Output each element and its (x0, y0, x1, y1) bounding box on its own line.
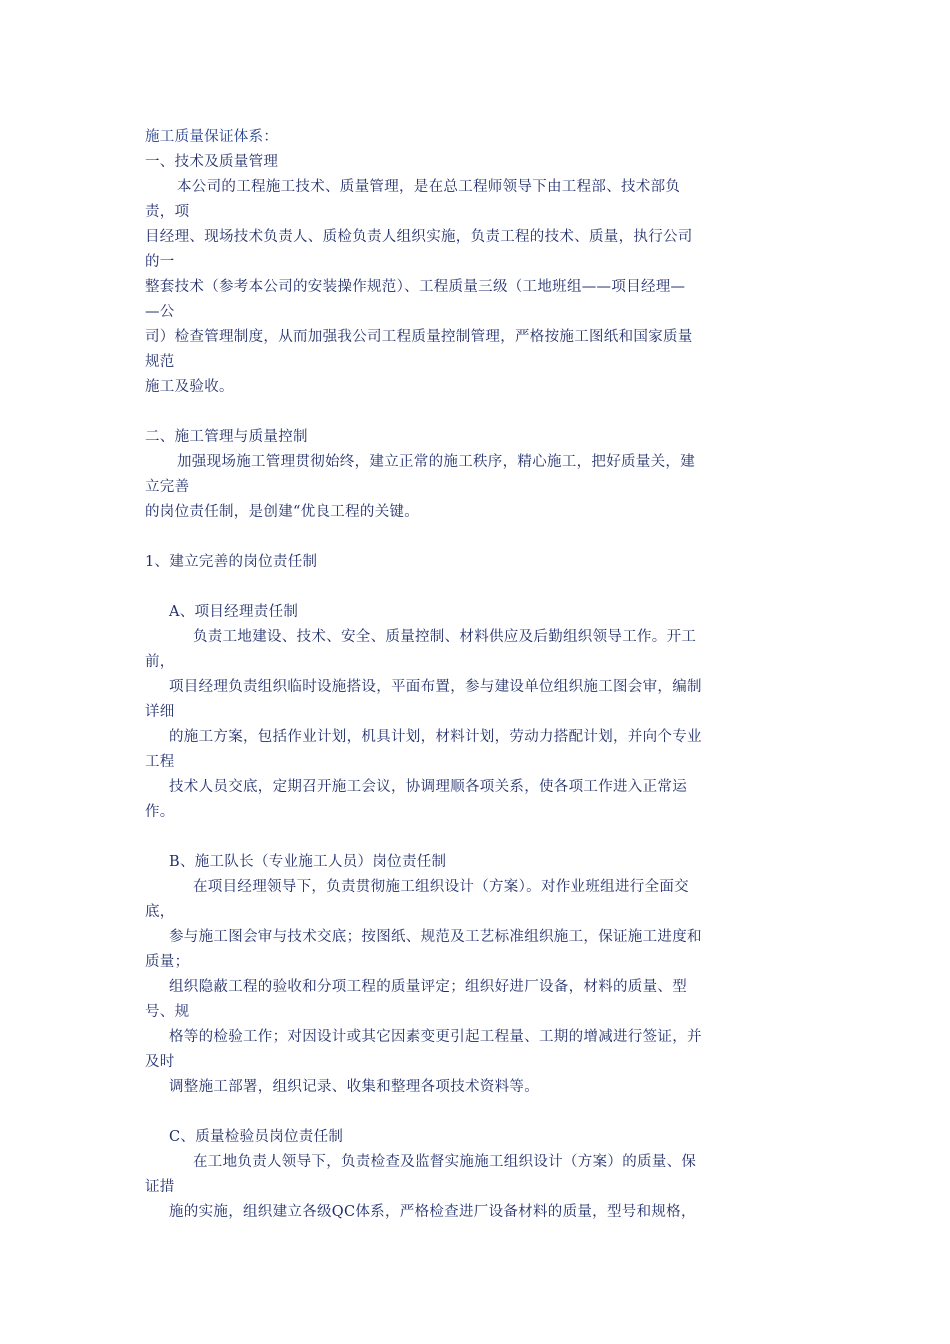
paragraph-line: 前， (145, 654, 175, 670)
item-heading: C、质量检验员岗位责任制 (169, 1129, 344, 1145)
paragraph-line: 组织隐蔽工程的验收和分项工程的质量评定；组织好进厂设备，材料的质量、型 (169, 979, 687, 995)
paragraph-line: 号、规 (145, 1004, 190, 1020)
paragraph-line: —公 (145, 304, 175, 320)
paragraph-line: 工程 (145, 754, 175, 770)
paragraph-line: 规范 (145, 354, 175, 370)
paragraph-line: 格等的检验工作；对因设计或其它因素变更引起工程量、工期的增减进行签证，并 (169, 1029, 702, 1045)
paragraph-line: 项目经理负责组织临时设施搭设，平面布置，参与建设单位组织施工图会审，编制 (169, 679, 702, 695)
paragraph-line: 详细 (145, 704, 175, 720)
paragraph-line: 作。 (145, 804, 175, 820)
paragraph-line: 施工及验收。 (145, 379, 234, 395)
subsection-heading: 1、建立完善的岗位责任制 (145, 554, 318, 570)
paragraph-line: 质量； (145, 954, 190, 970)
paragraph-line: 本公司的工程施工技术、质量管理，是在总工程师领导下由工程部、技术部负 (177, 179, 681, 195)
item-heading: A、项目经理责任制 (169, 604, 299, 620)
section-heading: 一、技术及质量管理 (145, 154, 279, 170)
section-heading: 二、施工管理与质量控制 (145, 429, 308, 445)
paragraph-line: 底， (145, 904, 175, 920)
paragraph-line: 调整施工部署，组织记录、收集和整理各项技术资料等。 (169, 1079, 539, 1095)
paragraph-line: 技术人员交底，定期召开施工会议，协调理顺各项关系，使各项工作进入正常运 (169, 779, 687, 795)
paragraph-line: 加强现场施工管理贯彻始终，建立正常的施工秩序，精心施工，把好质量关，建 (177, 454, 695, 470)
paragraph-line: 负责工地建设、技术、安全、质量控制、材料供应及后勤组织领导工作。开工 (193, 629, 697, 645)
paragraph-line: 目经理、现场技术负责人、质检负责人组织实施，负责工程的技术、质量，执行公司 (145, 229, 693, 245)
document-title: 施工质量保证体系： (145, 129, 279, 145)
paragraph-line: 的一 (145, 254, 175, 270)
paragraph-line: 立完善 (145, 479, 190, 495)
item-heading: B、施工队长（专业施工人员）岗位责任制 (169, 854, 447, 870)
paragraph-line: 及时 (145, 1054, 175, 1070)
paragraph-line: 的岗位责任制，是创建“优良工程的关键。 (145, 504, 420, 520)
paragraph-line: 在项目经理领导下，负责贯彻施工组织设计（方案）。对作业班组进行全面交 (193, 879, 689, 895)
paragraph-line: 司）检查管理制度，从而加强我公司工程质量控制管理，严格按施工图纸和国家质量 (145, 329, 693, 345)
paragraph-line: 证措 (145, 1179, 175, 1195)
paragraph-line: 责，项 (145, 204, 190, 220)
paragraph-line: 整套技术（参考本公司的安装操作规范）、工程质量三级（工地班组——项目经理— (145, 279, 686, 295)
paragraph-line: 在工地负责人领导下，负责检查及监督实施施工组织设计（方案）的质量、保 (193, 1154, 697, 1170)
paragraph-line: 参与施工图会审与技术交底；按图纸、规范及工艺标准组织施工，保证施工进度和 (169, 929, 702, 945)
paragraph-line: 的施工方案，包括作业计划，机具计划，材料计划，劳动力搭配计划，并向个专业 (169, 729, 702, 745)
paragraph-line: 施的实施，组织建立各级QC体系，严格检查进厂设备材料的质量，型号和规格， (169, 1204, 696, 1220)
